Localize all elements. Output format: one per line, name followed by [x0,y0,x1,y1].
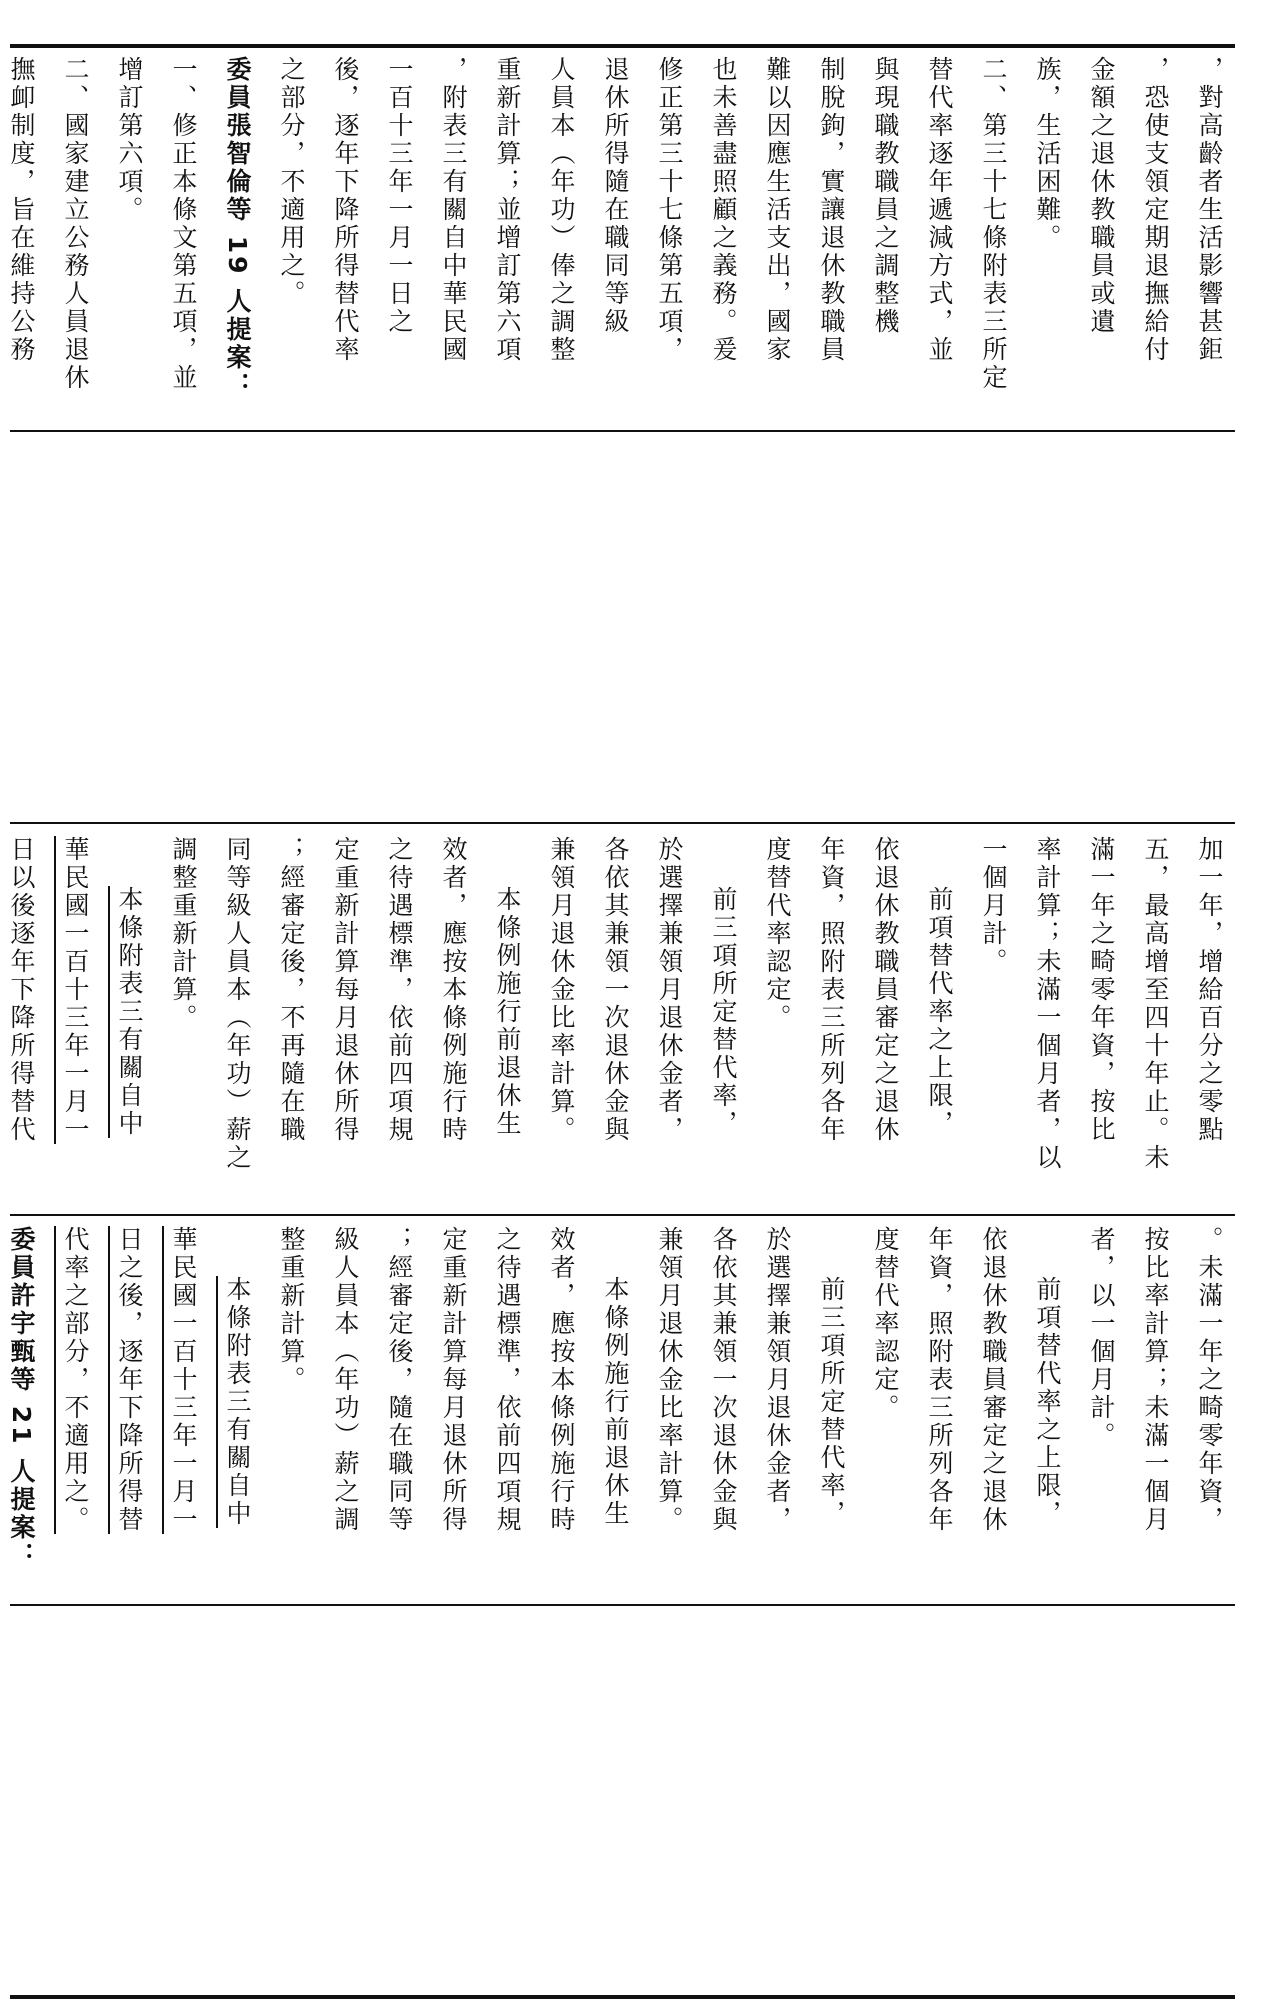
text-column: 依退休教職員審定之退休 [871,836,900,1144]
text-column: 族，生活困難。 [1033,56,1062,252]
text-column: 各依其兼領一次退休金與 [601,836,630,1144]
text-column: 兼領月退休金比率計算。 [547,836,576,1144]
divider-rule [10,430,1235,432]
text-column: 一百十三年一月一日之 [385,56,414,336]
text-column: 之待遇標準，依前四項規 [493,1226,522,1534]
text-column: 制脫鉤，實讓退休教職員 [817,56,846,364]
text-column: 年資，照附表三所列各年 [817,836,846,1144]
text-column: 金額之退休教職員或遺 [1087,56,1116,336]
text-column: 度替代率認定。 [871,1226,900,1422]
panel-middle [6,836,1236,1206]
text-column: 同等級人員本（年功）薪之 [223,836,252,1172]
text-column: 人員本（年功）俸之調整 [547,56,576,364]
text-column: ；經審定後，隨在職同等 [385,1226,414,1534]
text-column: 退休所得隨在職同等級 [601,56,630,336]
text-column: 撫卹制度，旨在維持公務 [7,56,36,364]
text-column: 級人員本（年功）薪之調 [331,1226,360,1534]
text-column: 整重新計算。 [277,1226,306,1394]
text-column: 兼領月退休金比率計算。 [655,1226,684,1534]
text-column: 者，以一個月計。 [1087,1226,1116,1450]
text-column: 本條例施行前退休生 [601,1276,630,1528]
underlined-column: 本條附表三有關自中 [223,1276,252,1528]
text-column: 加一年，增給百分之零點 [1195,836,1224,1144]
divider-rule [10,1604,1235,1606]
text-column: 率計算；未滿一個月者，以 [1033,836,1062,1172]
text-column: 二、國家建立公務人員退休 [61,56,90,392]
text-column: 前三項所定替代率， [709,886,738,1138]
text-column: 各依其兼領一次退休金與 [709,1226,738,1534]
top-border-rule [10,44,1235,48]
text-column: 重新計算；並增訂第六項 [493,56,522,364]
text-column: 增訂第六項。 [115,56,144,224]
text-column: 按比率計算；未滿一個月 [1141,1226,1170,1534]
text-column: 滿一年之畸零年資，按比 [1087,836,1116,1144]
proposal-heading: 委員張智倫等 19 人提案： [223,56,252,401]
text-column: 一個月計。 [979,836,1008,976]
text-column: 後，逐年下降所得替代率 [331,56,360,364]
bottom-border-rule [10,1995,1235,1999]
text-column: 。未滿一年之畸零年資， [1195,1226,1224,1534]
text-column: 與現職教職員之調整機 [871,56,900,336]
text-column: ；經審定後，不再隨在職 [277,836,306,1144]
text-column: 於選擇兼領月退休金者， [763,1226,792,1534]
text-column: 本條例施行前退休生 [493,886,522,1138]
divider-rule [10,1214,1235,1216]
text-column: 難以因應生活支出，國家 [763,56,792,364]
underlined-column: 日之後，逐年下降所得替 [115,1226,144,1534]
text-column: 之部分，不適用之。 [277,56,306,308]
text-column: 替代率逐年遞減方式，並 [925,56,954,364]
text-column: ，對高齡者生活影響甚鉅 [1195,56,1224,364]
text-column: 也未善盡照顧之義務。爰 [709,56,738,364]
text-column: ，附表三有關自中華民國 [439,56,468,364]
text-column: 修正第三十七條第五項， [655,56,684,364]
text-column: 效者，應按本條例施行時 [547,1226,576,1534]
text-column: 前項替代率之上限， [925,886,954,1138]
text-column: ，恐使支領定期退撫給付 [1141,56,1170,364]
panel-top [6,56,1236,426]
text-column: 調整重新計算。 [169,836,198,1032]
text-column: 五，最高增至四十年止。未 [1141,836,1170,1172]
underlined-column: 本條附表三有關自中 [115,886,144,1138]
panel-bottom [6,1226,1236,1598]
underlined-column: 華民國一百十三年一月一 [169,1226,198,1534]
text-column: 前項替代率之上限， [1033,1276,1062,1528]
text-column: 定重新計算每月退休所得 [331,836,360,1144]
text-column: 依退休教職員審定之退休 [979,1226,1008,1534]
text-column: 二、第三十七條附表三所定 [979,56,1008,392]
text-column: 於選擇兼領月退休金者， [655,836,684,1144]
text-column: 之待遇標準，依前四項規 [385,836,414,1144]
proposal-heading: 委員許宇甄等 21 人提案： [7,1226,36,1571]
underlined-column: 華民國一百十三年一月一 [61,836,90,1144]
divider-rule [10,822,1235,824]
text-column: 年資，照附表三所列各年 [925,1226,954,1534]
text-column: 效者，應按本條例施行時 [439,836,468,1144]
text-column: 定重新計算每月退休所得 [439,1226,468,1534]
underlined-column: 代率之部分，不適用之。 [61,1226,90,1534]
text-column: 度替代率認定。 [763,836,792,1032]
text-column: 一、修正本條文第五項，並 [169,56,198,392]
underlined-column: 日以後逐年下降所得替代 [7,836,36,1144]
text-column: 前三項所定替代率， [817,1276,846,1528]
